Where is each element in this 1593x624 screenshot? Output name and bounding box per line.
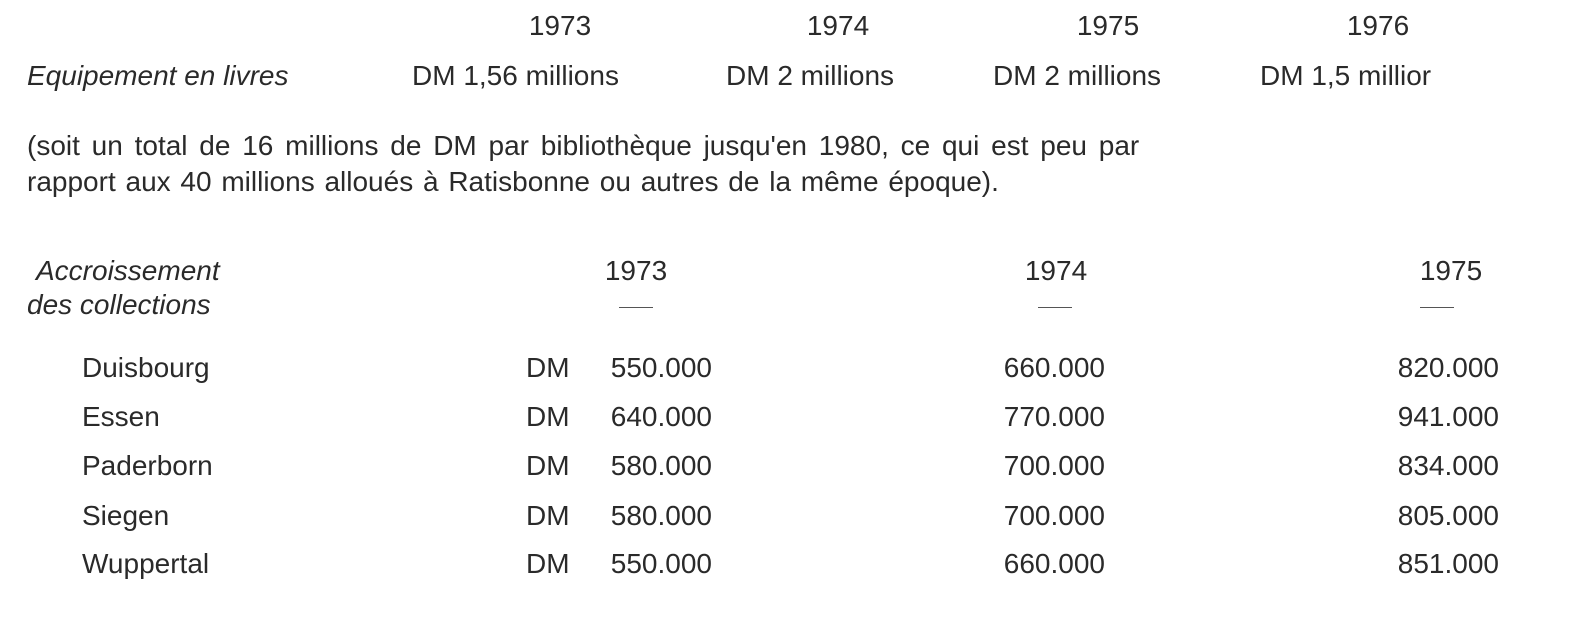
- growth-row-1973-value: 550.000: [610, 548, 712, 579]
- growth-row-name: Duisbourg: [82, 352, 210, 383]
- top-value-1976: DM 1,5 millior: [1260, 60, 1432, 91]
- top-value-1973: DM 1,56 millions: [412, 60, 619, 91]
- growth-row-1973-prefix: DM: [526, 352, 570, 383]
- growth-row-1975-value: 805.000: [1397, 500, 1499, 531]
- top-year-1973: 1973: [528, 10, 592, 41]
- top-value-1975: DM 2 millions: [993, 60, 1162, 91]
- growth-row-1974-value: 660.000: [1003, 352, 1105, 383]
- growth-row-1975-value: 820.000: [1397, 352, 1499, 383]
- growth-row-1974-value: 660.000: [1003, 548, 1105, 579]
- growth-row-1974-value: 700.000: [1003, 500, 1105, 531]
- growth-row-1973-prefix: DM: [526, 500, 570, 531]
- growth-row-name: Paderborn: [82, 450, 213, 481]
- growth-row-1973-value: 580.000: [610, 450, 712, 481]
- paragraph-line-2: rapport aux 40 millions alloués à Ratisbonne ou autres de la même époque).: [27, 166, 999, 197]
- top-value-1974: DM 2 millions: [726, 60, 895, 91]
- growth-row-1973-value: 580.000: [610, 500, 712, 531]
- top-row-label: Equipement en livres: [27, 60, 289, 91]
- growth-row-1973-value: 640.000: [610, 401, 712, 432]
- growth-row-name: Siegen: [82, 500, 170, 531]
- dash-1975: [1420, 307, 1454, 308]
- dash-1973: [619, 307, 653, 308]
- growth-row-1974-value: 770.000: [1003, 401, 1105, 432]
- top-year-1974: 1974: [806, 10, 870, 41]
- top-year-1975: 1975: [1076, 10, 1140, 41]
- growth-row-1973-prefix: DM: [526, 450, 570, 481]
- growth-row-1975-value: 834.000: [1397, 450, 1499, 481]
- growth-row-1975-value: 941.000: [1397, 401, 1499, 432]
- growth-year-1975: 1975: [1419, 255, 1483, 286]
- growth-row-name: Wuppertal: [82, 548, 210, 579]
- growth-row-1973-value: 550.000: [610, 352, 712, 383]
- growth-year-1973: 1973: [604, 255, 668, 286]
- growth-row-1973-prefix: DM: [526, 401, 570, 432]
- growth-header-label-line-1: Accroissement: [36, 255, 220, 286]
- growth-row-name: Essen: [82, 401, 160, 432]
- paragraph-line-1: (soit un total de 16 millions de DM par bibliothèque jusqu'en 1980, ce qui est peu par: [27, 130, 1140, 161]
- growth-header-label-line-2: des collections: [27, 289, 211, 320]
- growth-year-1974: 1974: [1024, 255, 1088, 286]
- growth-row-1974-value: 700.000: [1003, 450, 1105, 481]
- top-year-1976: 1976: [1346, 10, 1410, 41]
- dash-1974: [1038, 307, 1072, 308]
- growth-row-1973-prefix: DM: [526, 548, 570, 579]
- growth-row-1975-value: 851.000: [1397, 548, 1499, 579]
